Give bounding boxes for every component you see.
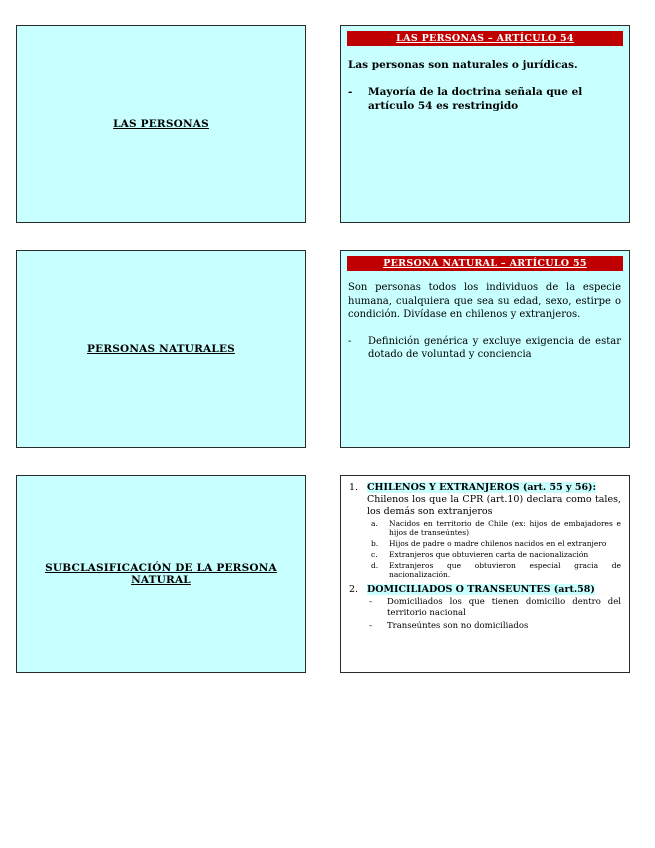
slide-title: LAS PERSONAS [113,118,209,130]
list-item: a. Nacidos en territorio de Chile (ex: hijos de embajadores e hijos de transeúntes) [371,519,621,537]
slide-4 [340,250,630,448]
slide-paragraph: Son personas todos los individuos de la especie humana, cualquiera que sea su edad, sexo, estirpe o condición. Divídase en chilenos y extranjeros. [348,282,621,320]
list-item: 1. CHILENOS Y EXTRANJEROS (art. 55 y 56): Chilenos los que la CPR (art.10) declara como tales, los demás son extranjeros a. Nacidos en territorio de Chile (ex: hijos de embajadores e hijos de transeúntes) b. Hijos de padre o madre chilenos nacidos en el extranjero c. Extranjeros que obtuvieren carta de nacionalización d. Extranjeros que obtuvieron especial gracia de nacionalización. [349,482,621,579]
slide-3 [16,250,306,448]
slide-lead-text: Las personas son naturales o jurídicas. [348,59,578,71]
slide-banner: PERSONA NATURAL – ARTÍCULO 55 [347,256,623,271]
list-item: 2. DOMICILIADOS O TRANSEUNTES (art.58) - Domiciliados los que tienen domicilio dentro del territorio nacional - Transeúntes son no domiciliados [349,584,621,631]
section-heading: DOMICILIADOS O TRANSEUNTES (art.58) [367,584,595,595]
section-heading: CHILENOS Y EXTRANJEROS (art. 55 y 56): [367,482,597,493]
slide-2 [340,25,630,223]
list-item: - Mayoría de la doctrina señala que el artículo 54 es restringido [348,86,583,112]
section-text: Chilenos los que la CPR (art.10) declara como tales, los demás son extranjeros [367,494,621,517]
slide-banner: LAS PERSONAS – ARTÍCULO 54 [347,31,623,46]
slide-5 [16,475,306,673]
list-item: c. Extranjeros que obtuvieren carta de nacionalización [371,550,589,559]
list-item: - Definición genérica y excluye exigencia de estar dotado de voluntad y conciencia [348,335,621,360]
slide-title: SUBCLASIFICACIÓN DE LA PERSONA NATURAL [45,562,277,586]
slide-6 [340,475,630,673]
list-item: - Domiciliados los que tienen domicilio dentro del territorio nacional [369,597,621,618]
slide-title: PERSONAS NATURALES [87,343,235,355]
list-item: b. Hijos de padre o madre chilenos nacidos en el extranjero [371,539,607,548]
list-item: d. Extranjeros que obtuvieron especial gracia de nacionalización. [371,561,621,579]
list-item: - Transeúntes son no domiciliados [369,621,529,631]
slide-1 [16,25,306,223]
